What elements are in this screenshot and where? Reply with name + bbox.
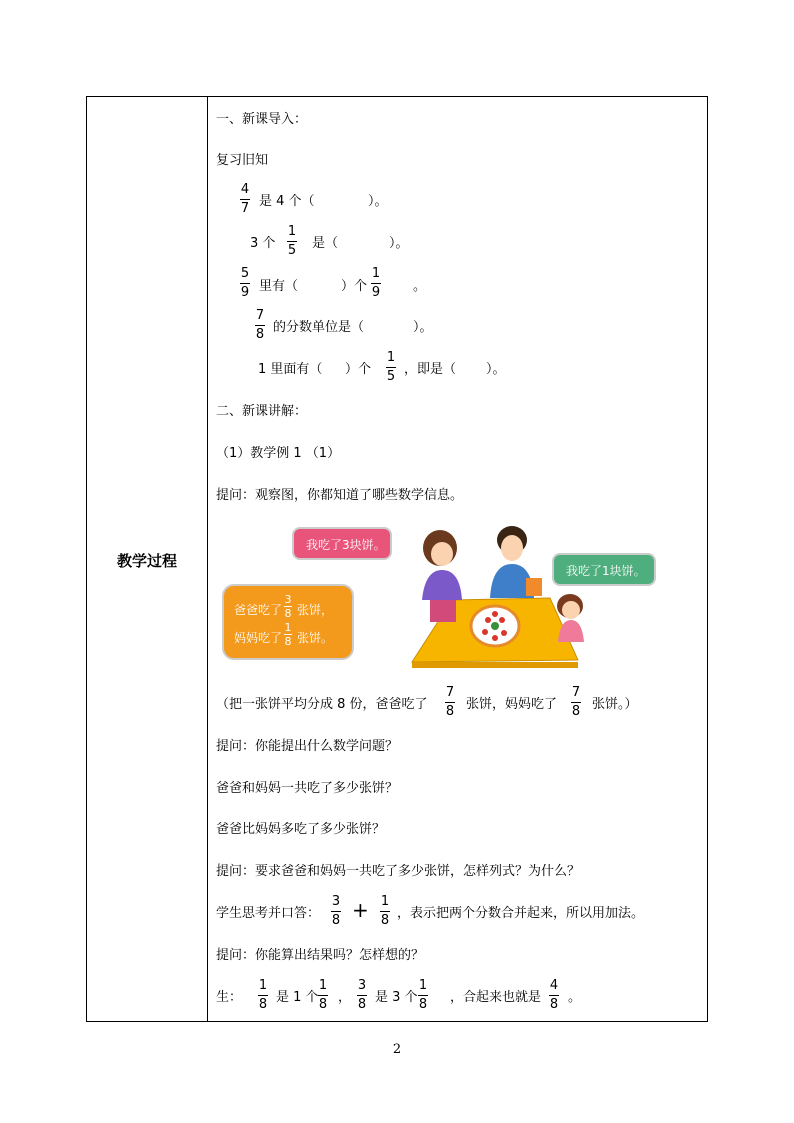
text-line: ）。 bbox=[486, 362, 506, 377]
text-line: ，表示把两个分数合并起来，所以用加法。 bbox=[397, 906, 645, 921]
fraction: 1 8 bbox=[318, 978, 328, 1012]
fraction: 4 8 bbox=[549, 978, 559, 1012]
text-line: ）。 bbox=[368, 194, 388, 209]
fraction: 3 8 bbox=[331, 894, 341, 928]
fraction: 3 8 bbox=[284, 593, 292, 620]
text-line: 张饼，妈妈吃了 bbox=[466, 697, 558, 712]
section-heading-1: 一、新课导入： bbox=[216, 112, 308, 127]
fraction: 1 8 bbox=[258, 978, 268, 1012]
text-line: 是 4 个（ bbox=[259, 194, 315, 209]
question-line: 提问：观察图，你都知道了哪些数学信息。 bbox=[216, 488, 464, 503]
question-line: 提问：你能算出结果吗？怎样想的？ bbox=[216, 948, 425, 963]
fraction: 7 8 bbox=[571, 685, 581, 719]
example-heading: （1）教学例 1 （1） bbox=[216, 446, 341, 461]
speech-bubble-orange: 爸爸吃了 3 8 张饼， 妈妈吃了 1 8 张饼。 bbox=[222, 584, 354, 660]
row-label: 教学过程 bbox=[116, 552, 177, 570]
fraction: 7 8 bbox=[445, 685, 455, 719]
fraction: 1 5 bbox=[287, 224, 297, 258]
text-line: ）个 bbox=[341, 279, 368, 294]
text-line: ）。 bbox=[389, 236, 409, 251]
text-line: 是 3 个 bbox=[375, 990, 418, 1005]
text-line: ，合起来也就是 bbox=[450, 990, 542, 1005]
text-line: 。 bbox=[413, 279, 427, 294]
speech-bubble-girl: 我吃了1块饼。 bbox=[552, 553, 656, 586]
fraction: 1 8 bbox=[418, 978, 428, 1012]
fraction: 3 8 bbox=[357, 978, 367, 1012]
fraction: 7 8 bbox=[255, 308, 265, 342]
column-divider bbox=[207, 97, 208, 1021]
text-line: ）个 bbox=[345, 362, 372, 377]
text-line: 是 1 个 bbox=[276, 990, 319, 1005]
section-heading-2: 二、新课讲解： bbox=[216, 404, 308, 419]
text-line: 里有（ bbox=[259, 279, 299, 294]
fraction: 1 5 bbox=[386, 350, 396, 384]
question-line: 提问：你能提出什么数学问题？ bbox=[216, 739, 399, 754]
text-line: 爸爸比妈妈多吃了多少张饼？ bbox=[216, 822, 386, 837]
text-line: 的分数单位是（ bbox=[273, 320, 365, 335]
text-line: 是（ bbox=[312, 236, 339, 251]
text-line: 3 个 bbox=[250, 236, 276, 251]
fraction: 1 8 bbox=[284, 621, 292, 648]
fraction: 5 9 bbox=[240, 266, 250, 300]
text-line: 生： bbox=[216, 990, 243, 1005]
text-line: 张饼。） bbox=[592, 697, 638, 712]
speech-bubble-mom: 我吃了3块饼。 bbox=[292, 527, 392, 560]
family-table-illustration bbox=[400, 520, 610, 670]
text-line: 爸爸和妈妈一共吃了多少张饼？ bbox=[216, 781, 399, 796]
fraction: 1 9 bbox=[371, 266, 381, 300]
fraction: 4 7 bbox=[240, 182, 250, 216]
fraction: 1 8 bbox=[380, 894, 390, 928]
plus-sign: + bbox=[352, 898, 369, 922]
text-line: ， bbox=[338, 990, 352, 1005]
text-line: 。 bbox=[568, 990, 582, 1005]
page-number: 2 bbox=[392, 1042, 402, 1057]
text-line: ）。 bbox=[413, 320, 433, 335]
text-line: ，即是（ bbox=[404, 362, 457, 377]
review-heading: 复习旧知 bbox=[216, 153, 269, 168]
question-line: 提问：要求爸爸和妈妈一共吃了多少张饼，怎样列式？为什么？ bbox=[216, 864, 581, 879]
text-line: 1 里面有（ bbox=[258, 362, 323, 377]
text-line: 学生思考并口答： bbox=[216, 906, 321, 921]
text-line: （把一张饼平均分成 8 份，爸爸吃了 bbox=[216, 697, 428, 712]
